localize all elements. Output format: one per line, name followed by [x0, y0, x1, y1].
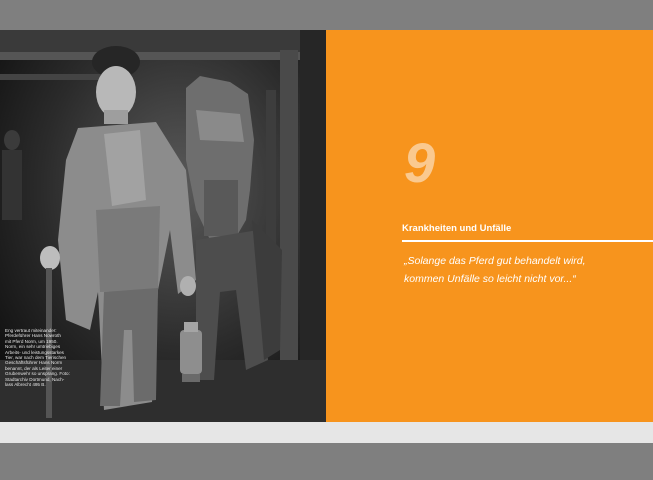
photo-caption — [5, 328, 73, 387]
chapter-opener-page — [326, 30, 653, 422]
quote-line: „Solange das Pferd gut behandelt wird, — [404, 255, 586, 267]
photo-page — [0, 30, 326, 422]
caption-line: Eng vertraut miteinander: — [5, 328, 57, 333]
caption-line: Stadtarchiv Dortmund, Nach- — [5, 376, 65, 382]
caption-line: Arbeits- und leistungsstarkes — [5, 349, 64, 355]
chapter-title: Krankheiten und Unfälle — [402, 223, 512, 234]
caption-line: benannt, der als Leiter einer — [5, 365, 63, 371]
bottom-strip — [0, 422, 653, 443]
caption-line: mit Pferd Norm, um 1950. — [5, 338, 58, 344]
chapter-number: 9 — [404, 131, 435, 194]
caption-line: lass Albrecht 495 B. — [5, 382, 46, 388]
caption-line: Norm, ein sehr umtriebiges — [5, 344, 61, 350]
quote-line: kommen Unfälle so leicht nicht vor...“ — [404, 273, 576, 285]
title-rule — [402, 240, 653, 242]
caption-line: Grubenwehr so unsprang. Foto: — [5, 371, 70, 377]
book-spread — [0, 30, 653, 422]
caption-line: Pferdeführer Hans Nowroth — [5, 333, 61, 339]
caption-line: Tier, war nach dem Tierischen — [5, 355, 67, 361]
caption-line: Geschäftsführer Hans Norm — [5, 360, 63, 366]
chapter-quote — [404, 252, 644, 288]
